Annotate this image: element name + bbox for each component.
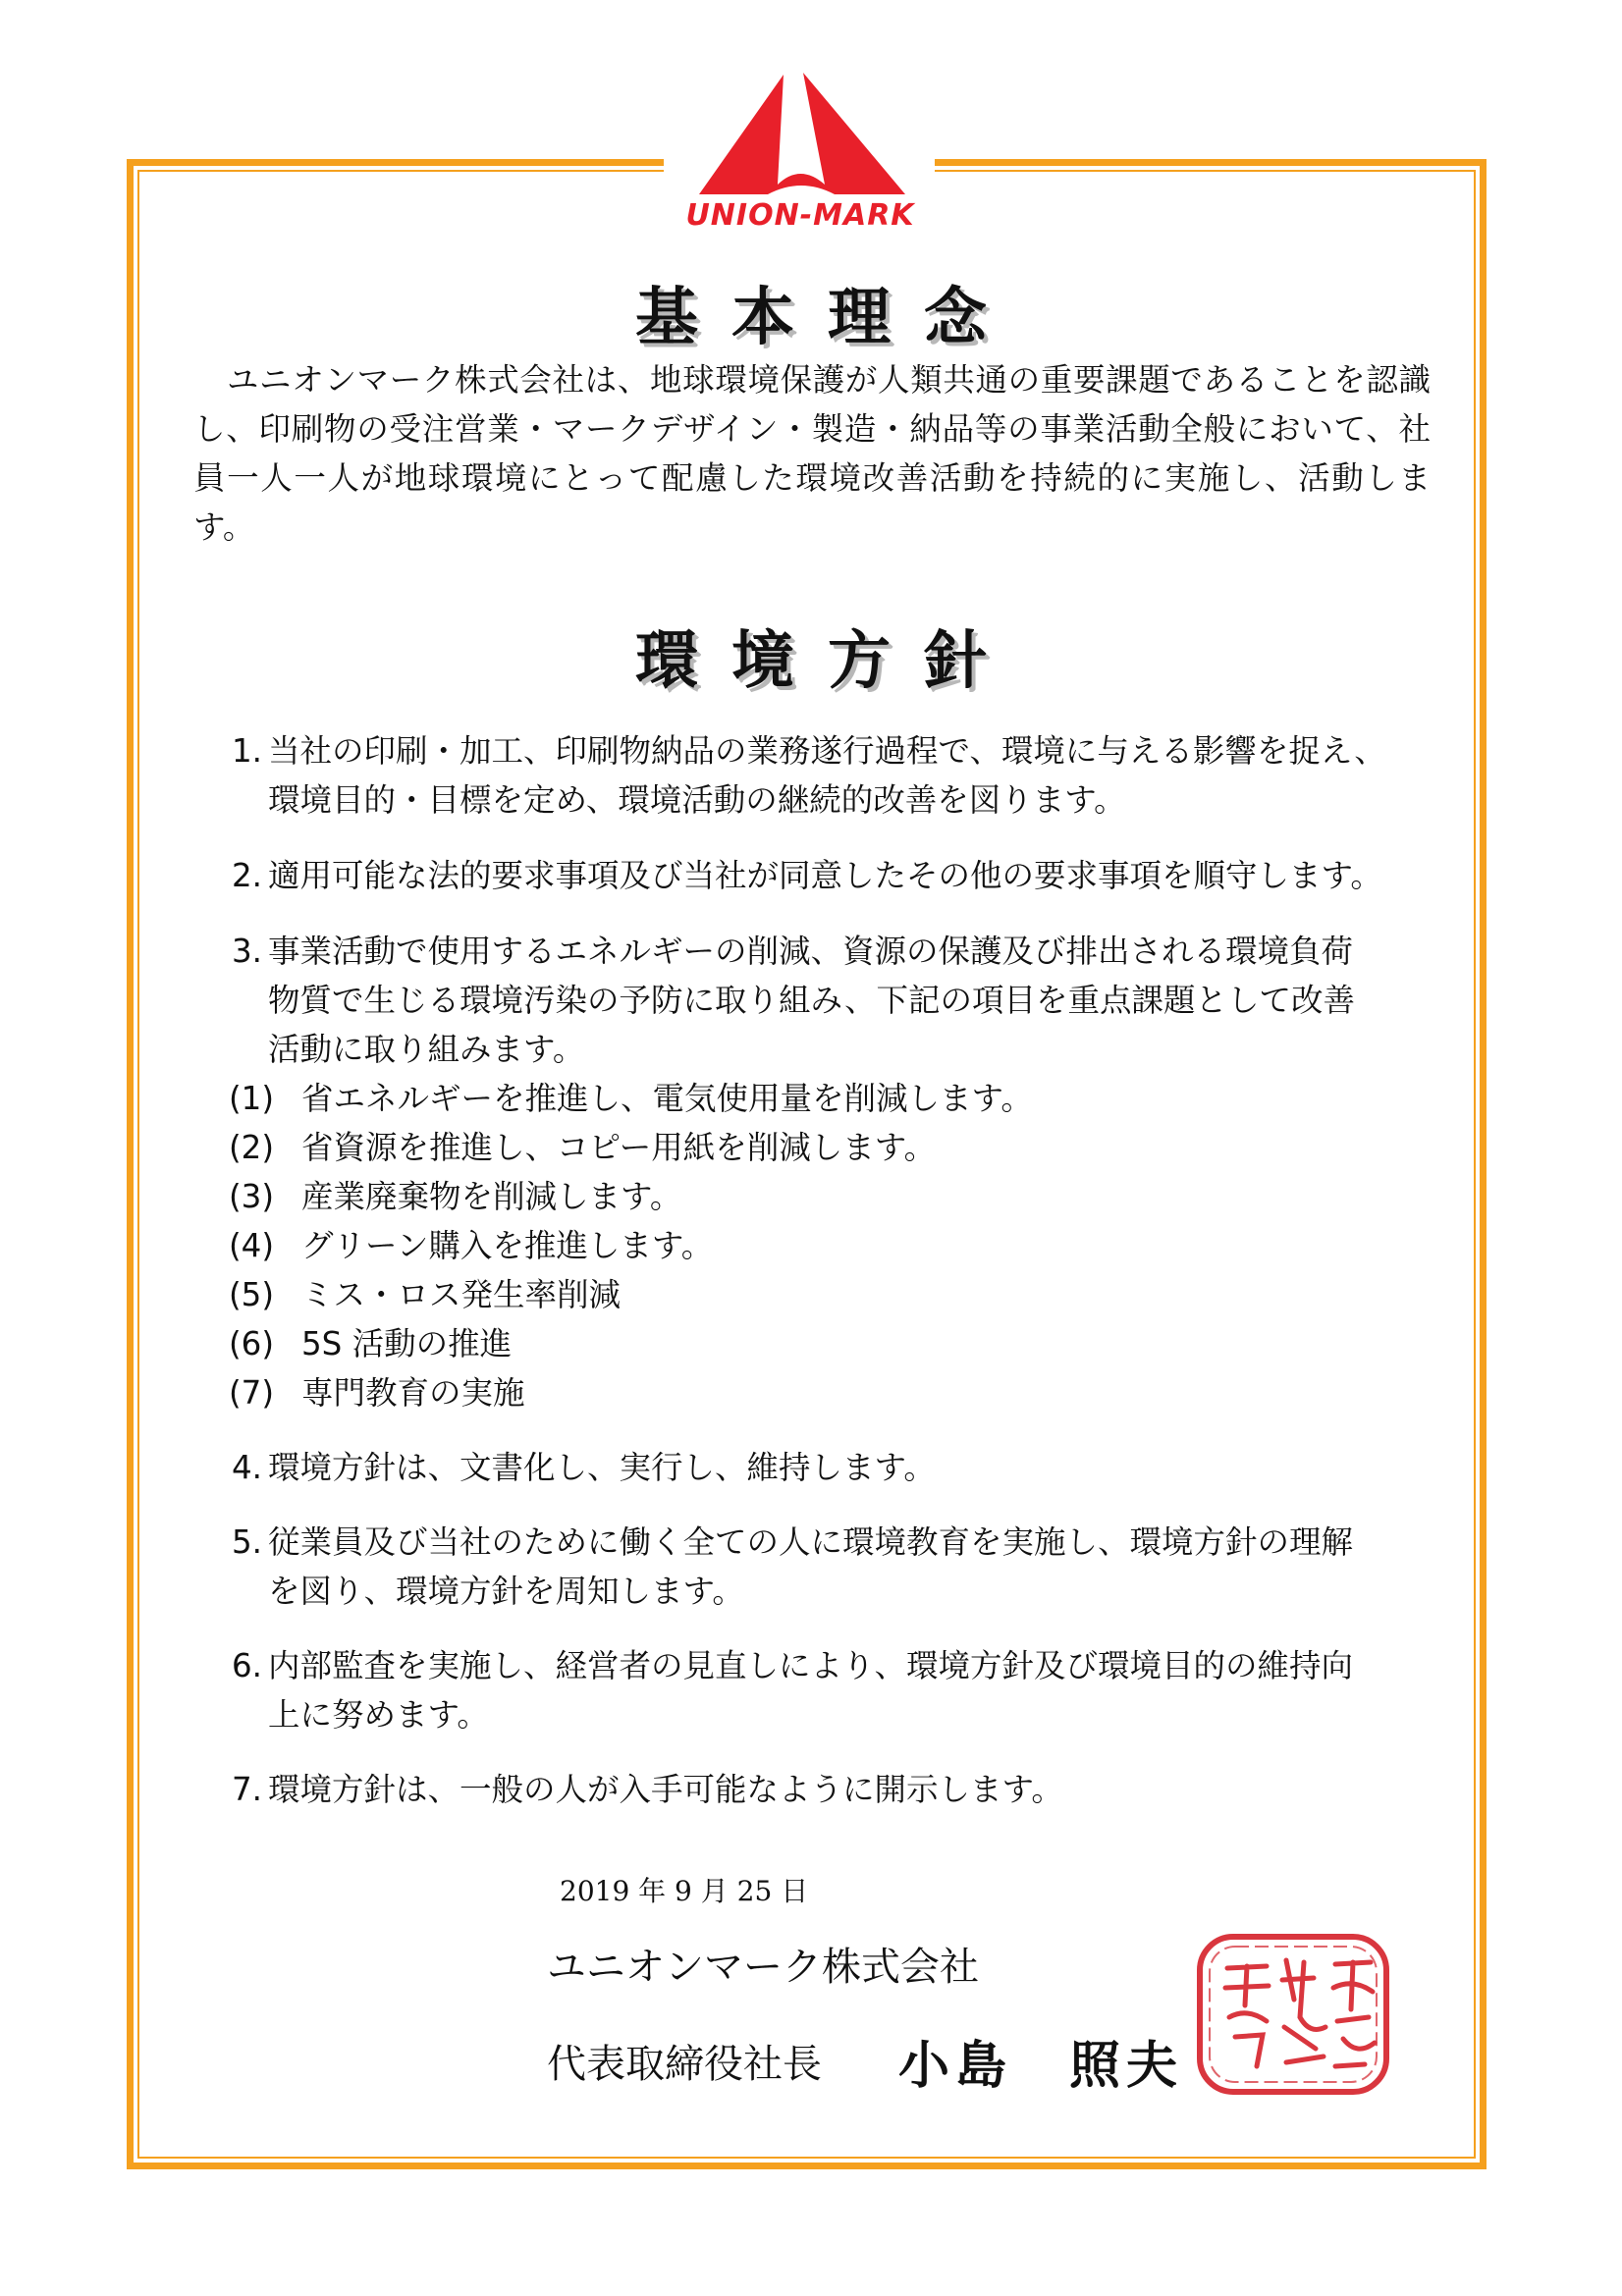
policy-item-number: 1. (231, 732, 262, 770)
policy-item-line: 物質で生じる環境汚染の予防に取り組み、下記の項目を重点課題として改善 (268, 982, 1355, 1019)
policy-item-number: 3. (231, 933, 262, 970)
policy-subitem-number: (4) (229, 1227, 275, 1264)
policy-subitem-text: 省エネルギーを推進し、電気使用量を削減します。 (301, 1080, 1033, 1117)
policy-subitem-text: ミス・ロス発生率削減 (301, 1276, 622, 1313)
policy-subitem (229, 1368, 1407, 1417)
logo-text: UNION-MARK (685, 198, 915, 233)
policy-subitem-number: (7) (229, 1374, 275, 1412)
company-seal-icon (1188, 1919, 1399, 2106)
policy-subitem-number: (5) (229, 1276, 275, 1313)
policy-item-line: 環境方針は、一般の人が入手可能なように開示します。 (268, 1771, 1063, 1808)
signatory-name: 小島 照夫 (898, 2036, 1184, 2096)
policy-subitem-text: グリーン購入を推進します。 (301, 1227, 714, 1264)
policy-item-number: 6. (231, 1647, 262, 1684)
policy-subitem-text: 専門教育の実施 (301, 1374, 525, 1412)
policy-subitem (229, 1172, 1407, 1221)
policy-subitem-number: (6) (229, 1325, 275, 1362)
policy-subitem-number: (2) (229, 1129, 275, 1166)
policy-item (193, 1765, 1431, 1814)
policy-subitem-text: 省資源を推進し、コピー用紙を削減します。 (301, 1129, 937, 1166)
policy-subitem-number: (3) (229, 1178, 275, 1215)
policy-item-line: 適用可能な法的要求事項及び当社が同意したその他の要求事項を順守します。 (268, 857, 1382, 894)
policy-item (193, 851, 1431, 900)
policy-item-line: 内部監査を実施し、経営者の見直しにより、環境方針及び環境目的の維持向 (268, 1647, 1354, 1684)
policy-item-line: 環境目的・目標を定め、環境活動の継続的改善を図ります。 (268, 781, 1126, 819)
policy-item-line: 活動に取り組みます。 (268, 1031, 585, 1068)
policy-item (193, 1641, 1431, 1739)
policy-subitem (229, 1123, 1407, 1172)
policy-item-line: 従業員及び当社のために働く全ての人に環境教育を実施し、環境方針の理解 (268, 1523, 1354, 1561)
policy-subitem (229, 1221, 1407, 1270)
heading-environmental-policy: 環境方針 (635, 624, 1020, 698)
signatory-title: 代表取締役社長 (547, 2042, 822, 2087)
policy-item-line: 事業活動で使用するエネルギーの削減、資源の保護及び排出される環境負荷 (268, 933, 1354, 970)
union-mark-logo (677, 67, 923, 234)
policy-subitem (229, 1270, 1407, 1319)
policy-subitem-number: (1) (229, 1080, 275, 1117)
policy-item-number: 2. (231, 857, 262, 894)
policy-item-line: 上に努めます。 (268, 1696, 489, 1734)
company-name: ユニオンマーク株式会社 (547, 1945, 979, 1990)
policy-item-line: 当社の印刷・加工、印刷物納品の業務遂行過程で、環境に与える影響を捉え、 (268, 732, 1386, 770)
policy-item-line: を図り、環境方針を周知します。 (268, 1573, 744, 1610)
heading-basic-philosophy: 基本理念 (635, 281, 1020, 354)
policy-subitem-text: 産業廃棄物を削減します。 (301, 1178, 682, 1215)
policy-item-line: 環境方針は、文書化し、実行し、維持します。 (268, 1449, 936, 1486)
company-seal (1188, 1919, 1399, 2106)
issue-date: 2019 年 9 月 25 日 (560, 1875, 809, 1907)
policy-subitem-text: 5S 活動の推進 (301, 1325, 513, 1362)
policy-item (193, 726, 1431, 825)
basic-philosophy-text: ユニオンマーク株式会社は、地球環境保護が人類共通の重要課題であることを認識し、印刷物の受注営業・マークデザイン・製造・納品等の事業活動全般において、社員一人一人が地球環境にとって配慮した環境改善活動を持続的に実施し、活動します。 (193, 361, 1431, 546)
policy-item (193, 1443, 1431, 1492)
policy-item (193, 1518, 1431, 1616)
policy-subitem (229, 1319, 1407, 1368)
policy-subitem (229, 1074, 1407, 1123)
policy-item-number: 7. (231, 1771, 262, 1808)
policy-item (193, 927, 1431, 1074)
policy-item-number: 5. (231, 1523, 262, 1561)
policy-item-number: 4. (231, 1449, 262, 1486)
